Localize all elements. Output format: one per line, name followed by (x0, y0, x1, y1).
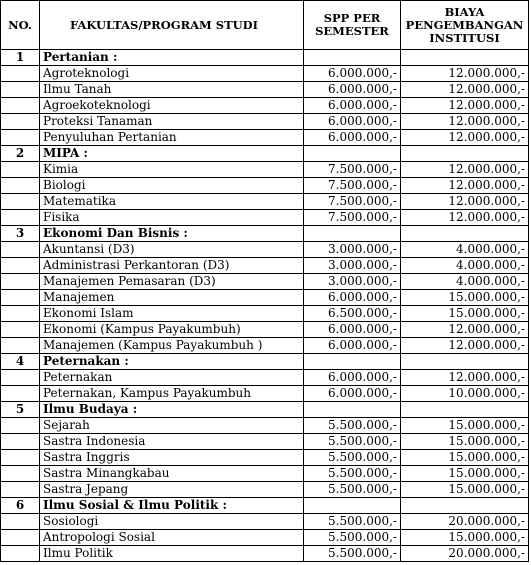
empty-cell (1, 450, 40, 466)
biaya-amount: 12.000.000,- (401, 210, 529, 226)
biaya-amount: 12.000.000,- (401, 82, 529, 98)
spp-amount: 6.000.000,- (304, 322, 401, 338)
program-name: Akuntansi (D3) (40, 242, 304, 258)
table-row (1, 466, 529, 482)
program-name: Ekonomi (Kampus Payakumbuh) (40, 322, 304, 338)
spp-amount: 7.500.000,- (304, 178, 401, 194)
table-row (1, 290, 529, 306)
program-name: Proteksi Tanaman (40, 114, 304, 130)
table-row (1, 450, 529, 466)
table-row (1, 130, 529, 146)
spp-amount: 5.500.000,- (304, 466, 401, 482)
table-row (1, 530, 529, 546)
spp-amount: 6.000.000,- (304, 386, 401, 402)
spp-amount: 3.000.000,- (304, 242, 401, 258)
biaya-amount: 4.000.000,- (401, 242, 529, 258)
table-row (1, 306, 529, 322)
empty-cell (304, 146, 401, 162)
faculty-name: Ilmu Sosial & Ilmu Politik : (40, 498, 304, 514)
empty-cell (401, 50, 529, 66)
empty-cell (1, 98, 40, 114)
empty-cell (1, 258, 40, 274)
table-row (1, 322, 529, 338)
biaya-amount: 12.000.000,- (401, 98, 529, 114)
biaya-amount: 12.000.000,- (401, 338, 529, 354)
empty-cell (1, 530, 40, 546)
empty-cell (1, 546, 40, 562)
faculty-number: 6 (1, 498, 40, 514)
empty-cell (1, 242, 40, 258)
spp-amount: 5.500.000,- (304, 434, 401, 450)
biaya-amount: 12.000.000,- (401, 178, 529, 194)
program-name: Ilmu Politik (40, 546, 304, 562)
empty-cell (1, 466, 40, 482)
faculty-row (1, 50, 529, 66)
empty-cell (1, 290, 40, 306)
empty-cell (1, 322, 40, 338)
table-row (1, 194, 529, 210)
biaya-amount: 20.000.000,- (401, 546, 529, 562)
spp-amount: 3.000.000,- (304, 258, 401, 274)
spp-amount: 6.500.000,- (304, 306, 401, 322)
spp-amount: 6.000.000,- (304, 114, 401, 130)
spp-amount: 6.000.000,- (304, 370, 401, 386)
empty-cell (1, 162, 40, 178)
empty-cell (1, 338, 40, 354)
biaya-amount: 12.000.000,- (401, 114, 529, 130)
program-name: Sastra Indonesia (40, 434, 304, 450)
empty-cell (1, 114, 40, 130)
program-name: Manajemen Pemasaran (D3) (40, 274, 304, 290)
biaya-amount: 12.000.000,- (401, 66, 529, 82)
spp-amount: 7.500.000,- (304, 194, 401, 210)
table-body (1, 50, 529, 562)
empty-cell (1, 370, 40, 386)
program-name: Manajemen (40, 290, 304, 306)
program-name: Fisika (40, 210, 304, 226)
table-row (1, 114, 529, 130)
spp-amount: 5.500.000,- (304, 450, 401, 466)
biaya-amount: 20.000.000,- (401, 514, 529, 530)
table-row (1, 274, 529, 290)
table-row (1, 482, 529, 498)
empty-cell (401, 226, 529, 242)
program-name: Manajemen (Kampus Payakumbuh ) (40, 338, 304, 354)
header-spp: SPP PER SEMESTER (304, 1, 401, 50)
table-row (1, 162, 529, 178)
header-row (1, 1, 529, 50)
empty-cell (304, 226, 401, 242)
table-row (1, 178, 529, 194)
empty-cell (1, 306, 40, 322)
spp-amount: 6.000.000,- (304, 290, 401, 306)
biaya-amount: 12.000.000,- (401, 322, 529, 338)
program-name: Sastra Minangkabau (40, 466, 304, 482)
faculty-name: Ekonomi Dan Bisnis : (40, 226, 304, 242)
table-row (1, 210, 529, 226)
biaya-amount: 15.000.000,- (401, 530, 529, 546)
biaya-amount: 15.000.000,- (401, 306, 529, 322)
biaya-amount: 15.000.000,- (401, 434, 529, 450)
biaya-amount: 4.000.000,- (401, 258, 529, 274)
biaya-amount: 4.000.000,- (401, 274, 529, 290)
empty-cell (304, 498, 401, 514)
biaya-amount: 15.000.000,- (401, 418, 529, 434)
empty-cell (1, 514, 40, 530)
table-row (1, 514, 529, 530)
empty-cell (401, 146, 529, 162)
program-name: Agroekoteknologi (40, 98, 304, 114)
header-biaya: BIAYA PENGEMBANGAN INSTITUSI (401, 1, 529, 50)
spp-amount: 6.000.000,- (304, 66, 401, 82)
program-name: Sosiologi (40, 514, 304, 530)
program-name: Kimia (40, 162, 304, 178)
spp-amount: 6.000.000,- (304, 130, 401, 146)
program-name: Matematika (40, 194, 304, 210)
program-name: Penyuluhan Pertanian (40, 130, 304, 146)
program-name: Biologi (40, 178, 304, 194)
table-row (1, 98, 529, 114)
spp-amount: 3.000.000,- (304, 274, 401, 290)
empty-cell (304, 402, 401, 418)
table-row (1, 338, 529, 354)
faculty-number: 5 (1, 402, 40, 418)
program-name: Ekonomi Islam (40, 306, 304, 322)
program-name: Sejarah (40, 418, 304, 434)
empty-cell (1, 194, 40, 210)
empty-cell (1, 178, 40, 194)
table-row (1, 418, 529, 434)
faculty-number: 3 (1, 226, 40, 242)
spp-amount: 6.000.000,- (304, 338, 401, 354)
faculty-name: Ilmu Budaya : (40, 402, 304, 418)
spp-amount: 7.500.000,- (304, 210, 401, 226)
spp-amount: 6.000.000,- (304, 82, 401, 98)
empty-cell (1, 434, 40, 450)
spp-amount: 5.500.000,- (304, 482, 401, 498)
table-row (1, 434, 529, 450)
spp-amount: 7.500.000,- (304, 162, 401, 178)
faculty-row (1, 498, 529, 514)
program-name: Agroteknologi (40, 66, 304, 82)
program-name: Sastra Jepang (40, 482, 304, 498)
faculty-name: MIPA : (40, 146, 304, 162)
program-name: Peternakan, Kampus Payakumbuh (40, 386, 304, 402)
faculty-row (1, 354, 529, 370)
empty-cell (401, 354, 529, 370)
program-name: Administrasi Perkantoran (D3) (40, 258, 304, 274)
empty-cell (401, 498, 529, 514)
empty-cell (1, 82, 40, 98)
spp-amount: 5.500.000,- (304, 530, 401, 546)
program-name: Sastra Inggris (40, 450, 304, 466)
faculty-number: 4 (1, 354, 40, 370)
empty-cell (401, 402, 529, 418)
faculty-number: 2 (1, 146, 40, 162)
faculty-number: 1 (1, 50, 40, 66)
biaya-amount: 12.000.000,- (401, 194, 529, 210)
biaya-amount: 15.000.000,- (401, 290, 529, 306)
empty-cell (1, 386, 40, 402)
empty-cell (304, 50, 401, 66)
empty-cell (1, 130, 40, 146)
header-no: NO. (1, 1, 40, 50)
empty-cell (1, 482, 40, 498)
table-row (1, 82, 529, 98)
spp-amount: 5.500.000,- (304, 418, 401, 434)
faculty-row (1, 146, 529, 162)
empty-cell (304, 354, 401, 370)
biaya-amount: 15.000.000,- (401, 466, 529, 482)
table-row (1, 242, 529, 258)
faculty-row (1, 226, 529, 242)
biaya-amount: 12.000.000,- (401, 130, 529, 146)
spp-amount: 5.500.000,- (304, 546, 401, 562)
program-name: Peternakan (40, 370, 304, 386)
program-name: Antropologi Sosial (40, 530, 304, 546)
biaya-amount: 12.000.000,- (401, 162, 529, 178)
spp-amount: 5.500.000,- (304, 514, 401, 530)
header-program: FAKULTAS/PROGRAM STUDI (40, 1, 304, 50)
biaya-amount: 12.000.000,- (401, 370, 529, 386)
faculty-row (1, 402, 529, 418)
table-row (1, 258, 529, 274)
empty-cell (1, 210, 40, 226)
empty-cell (1, 274, 40, 290)
spp-amount: 6.000.000,- (304, 98, 401, 114)
empty-cell (1, 66, 40, 82)
table-row (1, 546, 529, 562)
biaya-amount: 10.000.000,- (401, 386, 529, 402)
empty-cell (1, 418, 40, 434)
table-row (1, 370, 529, 386)
faculty-name: Peternakan : (40, 354, 304, 370)
biaya-amount: 15.000.000,- (401, 482, 529, 498)
table-row (1, 386, 529, 402)
program-name: Ilmu Tanah (40, 82, 304, 98)
table-row (1, 66, 529, 82)
biaya-amount: 15.000.000,- (401, 450, 529, 466)
faculty-name: Pertanian : (40, 50, 304, 66)
